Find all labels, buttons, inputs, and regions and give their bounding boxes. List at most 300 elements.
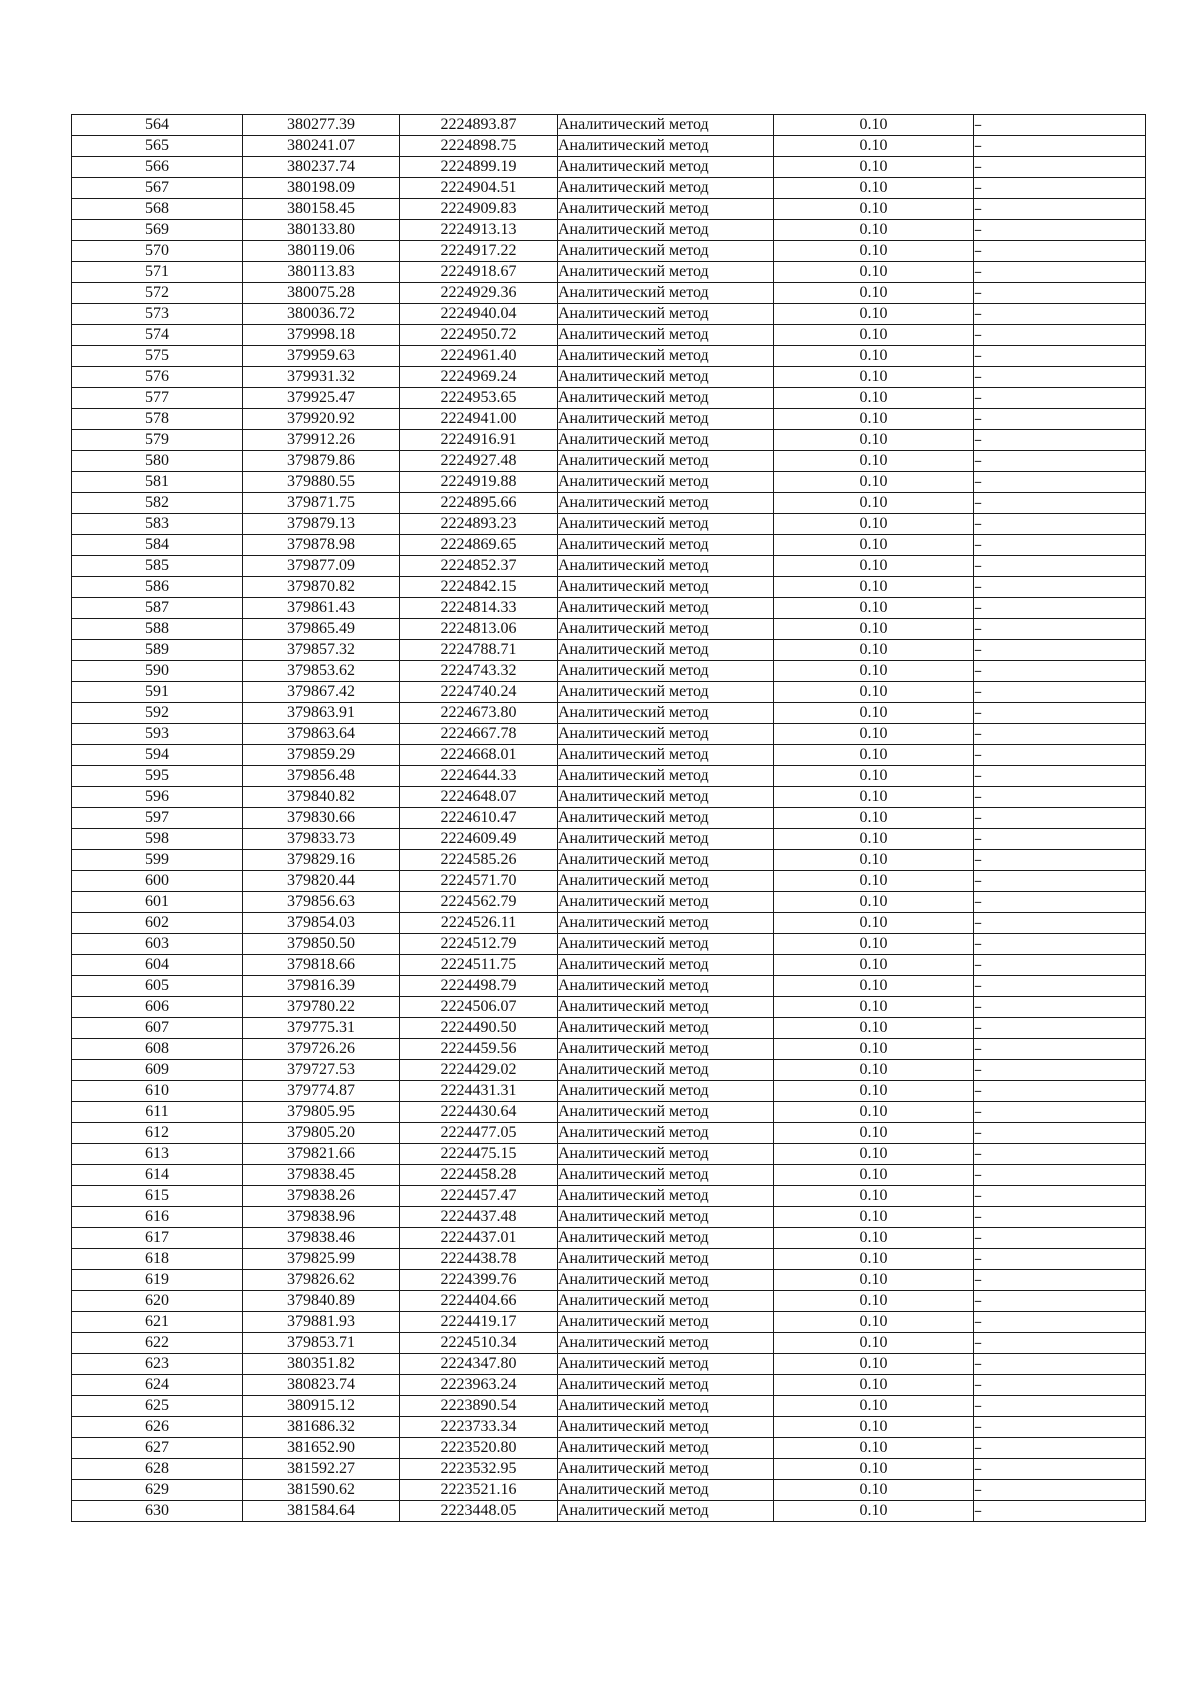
point-number-cell: 586 xyxy=(72,577,243,598)
y-coordinate-cell: 2224918.67 xyxy=(400,262,558,283)
accuracy-cell: 0.10 xyxy=(774,1291,974,1312)
method-cell: Аналитический метод xyxy=(558,808,774,829)
x-coordinate-cell: 379840.89 xyxy=(243,1291,400,1312)
table-row xyxy=(72,1123,1146,1144)
point-number-cell: 594 xyxy=(72,745,243,766)
accuracy-cell: 0.10 xyxy=(774,892,974,913)
x-coordinate-cell: 379780.22 xyxy=(243,997,400,1018)
description-cell: – xyxy=(974,1333,1146,1354)
accuracy-cell: 0.10 xyxy=(774,1039,974,1060)
method-cell: Аналитический метод xyxy=(558,598,774,619)
table-row xyxy=(72,1312,1146,1333)
x-coordinate-cell: 380241.07 xyxy=(243,136,400,157)
accuracy-cell: 0.10 xyxy=(774,787,974,808)
x-coordinate-cell: 380915.12 xyxy=(243,1396,400,1417)
method-cell: Аналитический метод xyxy=(558,1249,774,1270)
point-number-cell: 571 xyxy=(72,262,243,283)
point-number-cell: 612 xyxy=(72,1123,243,1144)
method-cell: Аналитический метод xyxy=(558,1312,774,1333)
description-cell: – xyxy=(974,493,1146,514)
x-coordinate-cell: 379805.20 xyxy=(243,1123,400,1144)
point-number-cell: 628 xyxy=(72,1459,243,1480)
table-row xyxy=(72,1207,1146,1228)
point-number-cell: 625 xyxy=(72,1396,243,1417)
point-number-cell: 623 xyxy=(72,1354,243,1375)
x-coordinate-cell: 379820.44 xyxy=(243,871,400,892)
method-cell: Аналитический метод xyxy=(558,1144,774,1165)
description-cell: – xyxy=(974,388,1146,409)
point-number-cell: 580 xyxy=(72,451,243,472)
method-cell: Аналитический метод xyxy=(558,1228,774,1249)
description-cell: – xyxy=(974,577,1146,598)
table-row xyxy=(72,1102,1146,1123)
description-cell: – xyxy=(974,682,1146,703)
description-cell: – xyxy=(974,766,1146,787)
y-coordinate-cell: 2224511.75 xyxy=(400,955,558,976)
method-cell: Аналитический метод xyxy=(558,640,774,661)
method-cell: Аналитический метод xyxy=(558,304,774,325)
description-cell: – xyxy=(974,808,1146,829)
table-row xyxy=(72,556,1146,577)
accuracy-cell: 0.10 xyxy=(774,1249,974,1270)
accuracy-cell: 0.10 xyxy=(774,1186,974,1207)
table-row xyxy=(72,619,1146,640)
method-cell: Аналитический метод xyxy=(558,1018,774,1039)
accuracy-cell: 0.10 xyxy=(774,178,974,199)
description-cell: – xyxy=(974,1375,1146,1396)
method-cell: Аналитический метод xyxy=(558,199,774,220)
point-number-cell: 574 xyxy=(72,325,243,346)
accuracy-cell: 0.10 xyxy=(774,598,974,619)
table-row xyxy=(72,472,1146,493)
method-cell: Аналитический метод xyxy=(558,1333,774,1354)
table-row xyxy=(72,367,1146,388)
method-cell: Аналитический метод xyxy=(558,997,774,1018)
point-number-cell: 575 xyxy=(72,346,243,367)
x-coordinate-cell: 381686.32 xyxy=(243,1417,400,1438)
accuracy-cell: 0.10 xyxy=(774,556,974,577)
table-row xyxy=(72,766,1146,787)
accuracy-cell: 0.10 xyxy=(774,262,974,283)
x-coordinate-cell: 379865.49 xyxy=(243,619,400,640)
description-cell: – xyxy=(974,850,1146,871)
x-coordinate-cell: 379833.73 xyxy=(243,829,400,850)
y-coordinate-cell: 2224571.70 xyxy=(400,871,558,892)
x-coordinate-cell: 379838.45 xyxy=(243,1165,400,1186)
table-row xyxy=(72,997,1146,1018)
point-number-cell: 597 xyxy=(72,808,243,829)
x-coordinate-cell: 380823.74 xyxy=(243,1375,400,1396)
table-row xyxy=(72,892,1146,913)
point-number-cell: 579 xyxy=(72,430,243,451)
accuracy-cell: 0.10 xyxy=(774,304,974,325)
method-cell: Аналитический метод xyxy=(558,1417,774,1438)
x-coordinate-cell: 379877.09 xyxy=(243,556,400,577)
x-coordinate-cell: 379854.03 xyxy=(243,913,400,934)
y-coordinate-cell: 2224512.79 xyxy=(400,934,558,955)
description-cell: – xyxy=(974,241,1146,262)
y-coordinate-cell: 2224510.34 xyxy=(400,1333,558,1354)
method-cell: Аналитический метод xyxy=(558,1165,774,1186)
y-coordinate-cell: 2224457.47 xyxy=(400,1186,558,1207)
y-coordinate-cell: 2224431.31 xyxy=(400,1081,558,1102)
y-coordinate-cell: 2224899.19 xyxy=(400,157,558,178)
y-coordinate-cell: 2224869.65 xyxy=(400,535,558,556)
y-coordinate-cell: 2224498.79 xyxy=(400,976,558,997)
description-cell: – xyxy=(974,913,1146,934)
table-row xyxy=(72,661,1146,682)
method-cell: Аналитический метод xyxy=(558,1291,774,1312)
description-cell: – xyxy=(974,1501,1146,1522)
accuracy-cell: 0.10 xyxy=(774,913,974,934)
table-row xyxy=(72,1165,1146,1186)
point-number-cell: 590 xyxy=(72,661,243,682)
accuracy-cell: 0.10 xyxy=(774,157,974,178)
y-coordinate-cell: 2224438.78 xyxy=(400,1249,558,1270)
x-coordinate-cell: 379774.87 xyxy=(243,1081,400,1102)
point-number-cell: 605 xyxy=(72,976,243,997)
y-coordinate-cell: 2224526.11 xyxy=(400,913,558,934)
table-row xyxy=(72,241,1146,262)
point-number-cell: 627 xyxy=(72,1438,243,1459)
description-cell: – xyxy=(974,136,1146,157)
accuracy-cell: 0.10 xyxy=(774,1459,974,1480)
accuracy-cell: 0.10 xyxy=(774,619,974,640)
y-coordinate-cell: 2224404.66 xyxy=(400,1291,558,1312)
point-number-cell: 588 xyxy=(72,619,243,640)
y-coordinate-cell: 2224913.13 xyxy=(400,220,558,241)
accuracy-cell: 0.10 xyxy=(774,514,974,535)
coordinates-table xyxy=(71,114,1146,1522)
description-cell: – xyxy=(974,892,1146,913)
y-coordinate-cell: 2224585.26 xyxy=(400,850,558,871)
x-coordinate-cell: 381590.62 xyxy=(243,1480,400,1501)
accuracy-cell: 0.10 xyxy=(774,115,974,136)
method-cell: Аналитический метод xyxy=(558,535,774,556)
accuracy-cell: 0.10 xyxy=(774,934,974,955)
point-number-cell: 620 xyxy=(72,1291,243,1312)
method-cell: Аналитический метод xyxy=(558,1102,774,1123)
accuracy-cell: 0.10 xyxy=(774,829,974,850)
point-number-cell: 619 xyxy=(72,1270,243,1291)
coordinates-table-body xyxy=(72,115,1146,1522)
point-number-cell: 572 xyxy=(72,283,243,304)
y-coordinate-cell: 2224909.83 xyxy=(400,199,558,220)
method-cell: Аналитический метод xyxy=(558,934,774,955)
method-cell: Аналитический метод xyxy=(558,220,774,241)
description-cell: – xyxy=(974,1123,1146,1144)
table-row xyxy=(72,1228,1146,1249)
table-row xyxy=(72,1186,1146,1207)
description-cell: – xyxy=(974,1060,1146,1081)
x-coordinate-cell: 379805.95 xyxy=(243,1102,400,1123)
description-cell: – xyxy=(974,346,1146,367)
method-cell: Аналитический метод xyxy=(558,745,774,766)
point-number-cell: 587 xyxy=(72,598,243,619)
method-cell: Аналитический метод xyxy=(558,724,774,745)
table-row xyxy=(72,955,1146,976)
method-cell: Аналитический метод xyxy=(558,682,774,703)
accuracy-cell: 0.10 xyxy=(774,1018,974,1039)
point-number-cell: 564 xyxy=(72,115,243,136)
table-row xyxy=(72,1459,1146,1480)
x-coordinate-cell: 379861.43 xyxy=(243,598,400,619)
point-number-cell: 570 xyxy=(72,241,243,262)
table-row xyxy=(72,1354,1146,1375)
point-number-cell: 602 xyxy=(72,913,243,934)
x-coordinate-cell: 380158.45 xyxy=(243,199,400,220)
description-cell: – xyxy=(974,1354,1146,1375)
table-row xyxy=(72,535,1146,556)
table-row xyxy=(72,409,1146,430)
description-cell: – xyxy=(974,1396,1146,1417)
point-number-cell: 614 xyxy=(72,1165,243,1186)
description-cell: – xyxy=(974,430,1146,451)
method-cell: Аналитический метод xyxy=(558,472,774,493)
description-cell: – xyxy=(974,976,1146,997)
x-coordinate-cell: 379853.71 xyxy=(243,1333,400,1354)
description-cell: – xyxy=(974,556,1146,577)
y-coordinate-cell: 2224788.71 xyxy=(400,640,558,661)
description-cell: – xyxy=(974,472,1146,493)
x-coordinate-cell: 379863.91 xyxy=(243,703,400,724)
method-cell: Аналитический метод xyxy=(558,1081,774,1102)
y-coordinate-cell: 2223448.05 xyxy=(400,1501,558,1522)
table-row xyxy=(72,136,1146,157)
table-row xyxy=(72,325,1146,346)
accuracy-cell: 0.10 xyxy=(774,724,974,745)
accuracy-cell: 0.10 xyxy=(774,703,974,724)
y-coordinate-cell: 2224961.40 xyxy=(400,346,558,367)
method-cell: Аналитический метод xyxy=(558,556,774,577)
point-number-cell: 609 xyxy=(72,1060,243,1081)
method-cell: Аналитический метод xyxy=(558,1375,774,1396)
accuracy-cell: 0.10 xyxy=(774,745,974,766)
table-row xyxy=(72,262,1146,283)
accuracy-cell: 0.10 xyxy=(774,472,974,493)
accuracy-cell: 0.10 xyxy=(774,577,974,598)
point-number-cell: 582 xyxy=(72,493,243,514)
method-cell: Аналитический метод xyxy=(558,1186,774,1207)
table-row xyxy=(72,1396,1146,1417)
accuracy-cell: 0.10 xyxy=(774,976,974,997)
accuracy-cell: 0.10 xyxy=(774,808,974,829)
y-coordinate-cell: 2224740.24 xyxy=(400,682,558,703)
table-row xyxy=(72,1060,1146,1081)
x-coordinate-cell: 379871.75 xyxy=(243,493,400,514)
accuracy-cell: 0.10 xyxy=(774,1417,974,1438)
x-coordinate-cell: 379726.26 xyxy=(243,1039,400,1060)
method-cell: Аналитический метод xyxy=(558,913,774,934)
point-number-cell: 595 xyxy=(72,766,243,787)
y-coordinate-cell: 2224814.33 xyxy=(400,598,558,619)
point-number-cell: 599 xyxy=(72,850,243,871)
point-number-cell: 583 xyxy=(72,514,243,535)
point-number-cell: 626 xyxy=(72,1417,243,1438)
point-number-cell: 596 xyxy=(72,787,243,808)
point-number-cell: 592 xyxy=(72,703,243,724)
x-coordinate-cell: 380075.28 xyxy=(243,283,400,304)
y-coordinate-cell: 2224610.47 xyxy=(400,808,558,829)
x-coordinate-cell: 380237.74 xyxy=(243,157,400,178)
accuracy-cell: 0.10 xyxy=(774,199,974,220)
method-cell: Аналитический метод xyxy=(558,829,774,850)
point-number-cell: 613 xyxy=(72,1144,243,1165)
description-cell: – xyxy=(974,934,1146,955)
table-row xyxy=(72,598,1146,619)
x-coordinate-cell: 380351.82 xyxy=(243,1354,400,1375)
table-row xyxy=(72,1291,1146,1312)
table-row xyxy=(72,1501,1146,1522)
y-coordinate-cell: 2224648.07 xyxy=(400,787,558,808)
point-number-cell: 630 xyxy=(72,1501,243,1522)
table-row xyxy=(72,850,1146,871)
table-row xyxy=(72,1375,1146,1396)
table-row xyxy=(72,787,1146,808)
table-row xyxy=(72,199,1146,220)
accuracy-cell: 0.10 xyxy=(774,955,974,976)
accuracy-cell: 0.10 xyxy=(774,1333,974,1354)
method-cell: Аналитический метод xyxy=(558,766,774,787)
table-row xyxy=(72,1438,1146,1459)
y-coordinate-cell: 2224609.49 xyxy=(400,829,558,850)
point-number-cell: 585 xyxy=(72,556,243,577)
x-coordinate-cell: 379727.53 xyxy=(243,1060,400,1081)
x-coordinate-cell: 380119.06 xyxy=(243,241,400,262)
description-cell: – xyxy=(974,262,1146,283)
accuracy-cell: 0.10 xyxy=(774,1207,974,1228)
method-cell: Аналитический метод xyxy=(558,346,774,367)
table-row xyxy=(72,220,1146,241)
description-cell: – xyxy=(974,1228,1146,1249)
description-cell: – xyxy=(974,535,1146,556)
y-coordinate-cell: 2223890.54 xyxy=(400,1396,558,1417)
method-cell: Аналитический метод xyxy=(558,1039,774,1060)
y-coordinate-cell: 2224458.28 xyxy=(400,1165,558,1186)
method-cell: Аналитический метод xyxy=(558,493,774,514)
method-cell: Аналитический метод xyxy=(558,1354,774,1375)
x-coordinate-cell: 379838.46 xyxy=(243,1228,400,1249)
point-number-cell: 568 xyxy=(72,199,243,220)
table-row xyxy=(72,451,1146,472)
point-number-cell: 616 xyxy=(72,1207,243,1228)
accuracy-cell: 0.10 xyxy=(774,661,974,682)
point-number-cell: 581 xyxy=(72,472,243,493)
method-cell: Аналитический метод xyxy=(558,955,774,976)
y-coordinate-cell: 2224941.00 xyxy=(400,409,558,430)
x-coordinate-cell: 380277.39 xyxy=(243,115,400,136)
table-row xyxy=(72,808,1146,829)
point-number-cell: 621 xyxy=(72,1312,243,1333)
accuracy-cell: 0.10 xyxy=(774,220,974,241)
y-coordinate-cell: 2224419.17 xyxy=(400,1312,558,1333)
x-coordinate-cell: 379825.99 xyxy=(243,1249,400,1270)
y-coordinate-cell: 2224893.87 xyxy=(400,115,558,136)
point-number-cell: 603 xyxy=(72,934,243,955)
method-cell: Аналитический метод xyxy=(558,241,774,262)
point-number-cell: 604 xyxy=(72,955,243,976)
x-coordinate-cell: 379870.82 xyxy=(243,577,400,598)
x-coordinate-cell: 379881.93 xyxy=(243,1312,400,1333)
description-cell: – xyxy=(974,724,1146,745)
description-cell: – xyxy=(974,283,1146,304)
accuracy-cell: 0.10 xyxy=(774,997,974,1018)
description-cell: – xyxy=(974,325,1146,346)
description-cell: – xyxy=(974,1291,1146,1312)
method-cell: Аналитический метод xyxy=(558,262,774,283)
table-row xyxy=(72,1249,1146,1270)
x-coordinate-cell: 379856.48 xyxy=(243,766,400,787)
y-coordinate-cell: 2223520.80 xyxy=(400,1438,558,1459)
method-cell: Аналитический метод xyxy=(558,703,774,724)
accuracy-cell: 0.10 xyxy=(774,430,974,451)
point-number-cell: 611 xyxy=(72,1102,243,1123)
table-row xyxy=(72,304,1146,325)
description-cell: – xyxy=(974,1207,1146,1228)
x-coordinate-cell: 379863.64 xyxy=(243,724,400,745)
table-row xyxy=(72,1480,1146,1501)
description-cell: – xyxy=(974,1480,1146,1501)
x-coordinate-cell: 379912.26 xyxy=(243,430,400,451)
point-number-cell: 578 xyxy=(72,409,243,430)
y-coordinate-cell: 2223521.16 xyxy=(400,1480,558,1501)
x-coordinate-cell: 379838.96 xyxy=(243,1207,400,1228)
description-cell: – xyxy=(974,1018,1146,1039)
table-row xyxy=(72,346,1146,367)
description-cell: – xyxy=(974,1417,1146,1438)
table-row xyxy=(72,1270,1146,1291)
accuracy-cell: 0.10 xyxy=(774,1228,974,1249)
x-coordinate-cell: 379829.16 xyxy=(243,850,400,871)
method-cell: Аналитический метод xyxy=(558,430,774,451)
point-number-cell: 629 xyxy=(72,1480,243,1501)
accuracy-cell: 0.10 xyxy=(774,409,974,430)
point-number-cell: 573 xyxy=(72,304,243,325)
accuracy-cell: 0.10 xyxy=(774,1081,974,1102)
x-coordinate-cell: 379925.47 xyxy=(243,388,400,409)
point-number-cell: 584 xyxy=(72,535,243,556)
table-row xyxy=(72,115,1146,136)
y-coordinate-cell: 2224459.56 xyxy=(400,1039,558,1060)
y-coordinate-cell: 2224950.72 xyxy=(400,325,558,346)
x-coordinate-cell: 379818.66 xyxy=(243,955,400,976)
method-cell: Аналитический метод xyxy=(558,577,774,598)
description-cell: – xyxy=(974,1081,1146,1102)
accuracy-cell: 0.10 xyxy=(774,1144,974,1165)
point-number-cell: 589 xyxy=(72,640,243,661)
description-cell: – xyxy=(974,745,1146,766)
point-number-cell: 569 xyxy=(72,220,243,241)
table-row xyxy=(72,1417,1146,1438)
method-cell: Аналитический метод xyxy=(558,1438,774,1459)
table-row xyxy=(72,388,1146,409)
description-cell: – xyxy=(974,640,1146,661)
table-row xyxy=(72,703,1146,724)
accuracy-cell: 0.10 xyxy=(774,871,974,892)
method-cell: Аналитический метод xyxy=(558,367,774,388)
table-row xyxy=(72,1018,1146,1039)
table-row xyxy=(72,724,1146,745)
x-coordinate-cell: 379853.62 xyxy=(243,661,400,682)
x-coordinate-cell: 379850.50 xyxy=(243,934,400,955)
x-coordinate-cell: 380036.72 xyxy=(243,304,400,325)
method-cell: Аналитический метод xyxy=(558,1501,774,1522)
x-coordinate-cell: 379998.18 xyxy=(243,325,400,346)
y-coordinate-cell: 2224668.01 xyxy=(400,745,558,766)
x-coordinate-cell: 381652.90 xyxy=(243,1438,400,1459)
y-coordinate-cell: 2224898.75 xyxy=(400,136,558,157)
point-number-cell: 600 xyxy=(72,871,243,892)
